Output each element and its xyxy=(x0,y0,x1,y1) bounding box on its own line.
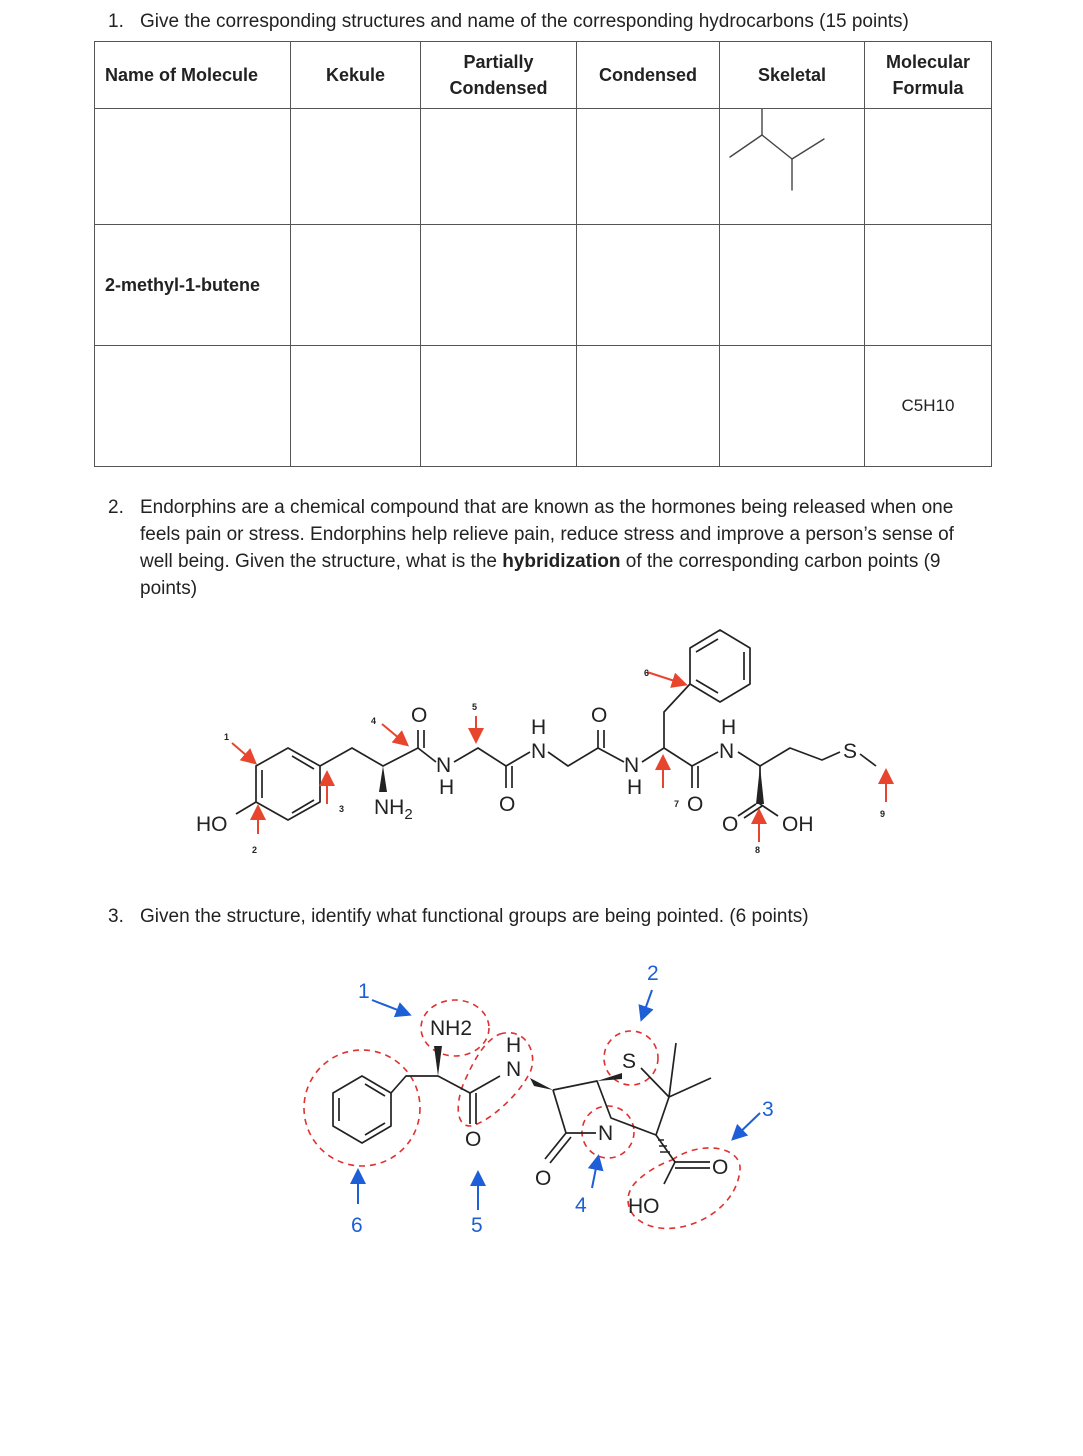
row3-condensed-cell[interactable] xyxy=(577,346,720,467)
label-n-amide: N xyxy=(506,1058,522,1081)
header-molecular-line: Molecular xyxy=(885,52,971,72)
point-3: 3 xyxy=(339,804,345,814)
label-o-carboxyl: O xyxy=(712,1156,729,1179)
label-nh2: $NH_2$ xyxy=(374,796,413,823)
question-3-text: Given the structure, identify what functional groups are being pointed. (6 points) xyxy=(140,906,809,927)
header-kekule: Kekule xyxy=(291,42,421,109)
label-s: S xyxy=(622,1050,637,1073)
point-7: 7 xyxy=(674,799,680,809)
q2-text-bold: hybridization xyxy=(502,551,621,572)
endorphin-structure xyxy=(0,612,1083,872)
question-2-number: 2. xyxy=(108,497,124,518)
row1-formula-cell[interactable] xyxy=(865,109,992,225)
q2-text-before: Endorphins are a chemical compound that are known as the hormones being released when one feels pain or stress. Endorphins help relieve pain, reduce stress and improve a person’s sense of well being. Given the structure, what is the xyxy=(140,497,954,572)
row2-skeletal-cell[interactable] xyxy=(720,225,865,346)
label-o-amide: O xyxy=(465,1128,482,1151)
header-skeletal: Skeletal xyxy=(720,42,865,109)
label-ho: HO xyxy=(628,1195,660,1218)
label-o1: O xyxy=(411,704,428,727)
label-n1: N xyxy=(436,754,452,777)
label-ho: HO xyxy=(196,813,228,836)
header-name-of-molecule: Name of Molecule xyxy=(95,42,291,109)
label-h: H xyxy=(506,1034,522,1057)
point-9: 9 xyxy=(880,809,886,819)
label-n4: N xyxy=(719,740,735,763)
row2-condensed-cell[interactable] xyxy=(577,225,720,346)
molecular-formula-c5h10: C5H10 xyxy=(901,396,955,415)
point-8: 8 xyxy=(755,845,761,855)
question-1-number: 1. xyxy=(108,11,124,32)
skeletal-structure-2-3-dimethylbutane xyxy=(722,109,862,219)
label-o5: O xyxy=(722,813,739,836)
point-4: 4 xyxy=(371,716,377,726)
pointer-6: 6 xyxy=(351,1214,363,1237)
header-partially-condensed xyxy=(421,42,577,109)
label-o-lactam: O xyxy=(535,1167,552,1190)
table-header-row xyxy=(95,42,992,109)
pointer-3: 3 xyxy=(762,1098,774,1121)
header-formula-line: Formula xyxy=(892,78,964,98)
row2-name-cell: 2-methyl-1-butene xyxy=(95,225,291,346)
header-partially-line: Partially xyxy=(463,52,534,72)
row1-partial-cell[interactable] xyxy=(421,109,577,225)
row3-formula-cell xyxy=(865,346,992,467)
row1-kekule-cell[interactable] xyxy=(291,109,421,225)
label-n-ring: N xyxy=(598,1122,614,1145)
row2-kekule-cell[interactable] xyxy=(291,225,421,346)
row2-partial-cell[interactable] xyxy=(421,225,577,346)
point-5: 5 xyxy=(472,702,478,712)
pointer-4: 4 xyxy=(575,1194,587,1217)
table-row xyxy=(95,109,992,225)
row3-skeletal-cell[interactable] xyxy=(720,346,865,467)
header-molecular-formula xyxy=(865,42,992,109)
row1-name-cell[interactable] xyxy=(95,109,291,225)
label-h1: H xyxy=(439,776,455,799)
label-n2: N xyxy=(531,740,547,763)
row3-name-cell[interactable] xyxy=(95,346,291,467)
pointer-1: 1 xyxy=(358,980,370,1003)
question-1-text: Give the corresponding structures and name of the corresponding hydrocarbons (15 points) xyxy=(140,11,909,32)
row1-skeletal-cell xyxy=(720,109,865,225)
label-h3: H xyxy=(627,776,643,799)
label-nh2: NH2 xyxy=(430,1017,473,1040)
hydrocarbon-table xyxy=(94,41,992,467)
label-h4: H xyxy=(721,716,737,739)
header-condensed: Condensed xyxy=(577,42,720,109)
label-oh: OH xyxy=(782,813,814,836)
row3-kekule-cell[interactable] xyxy=(291,346,421,467)
question-2-text xyxy=(140,494,980,602)
row1-condensed-cell[interactable] xyxy=(577,109,720,225)
label-n3: N xyxy=(624,754,640,777)
q2-text-after: of the corresponding carbon points (9 points) xyxy=(140,551,941,599)
label-o3: O xyxy=(591,704,608,727)
table-row xyxy=(95,225,992,346)
pointer-2: 2 xyxy=(647,962,659,985)
point-6: 6 xyxy=(644,668,650,678)
label-o4: O xyxy=(687,793,704,816)
label-o2: O xyxy=(499,793,516,816)
label-s: S xyxy=(843,740,858,763)
header-condensed-line: Condensed xyxy=(449,78,548,98)
point-1: 1 xyxy=(224,732,230,742)
label-h2: H xyxy=(531,716,547,739)
row3-partial-cell[interactable] xyxy=(421,346,577,467)
point-2: 2 xyxy=(252,845,258,855)
table-row xyxy=(95,346,992,467)
question-3-number: 3. xyxy=(108,906,124,927)
row2-formula-cell[interactable] xyxy=(865,225,992,346)
penicillin-structure xyxy=(0,948,1083,1248)
pointer-5: 5 xyxy=(471,1214,483,1237)
